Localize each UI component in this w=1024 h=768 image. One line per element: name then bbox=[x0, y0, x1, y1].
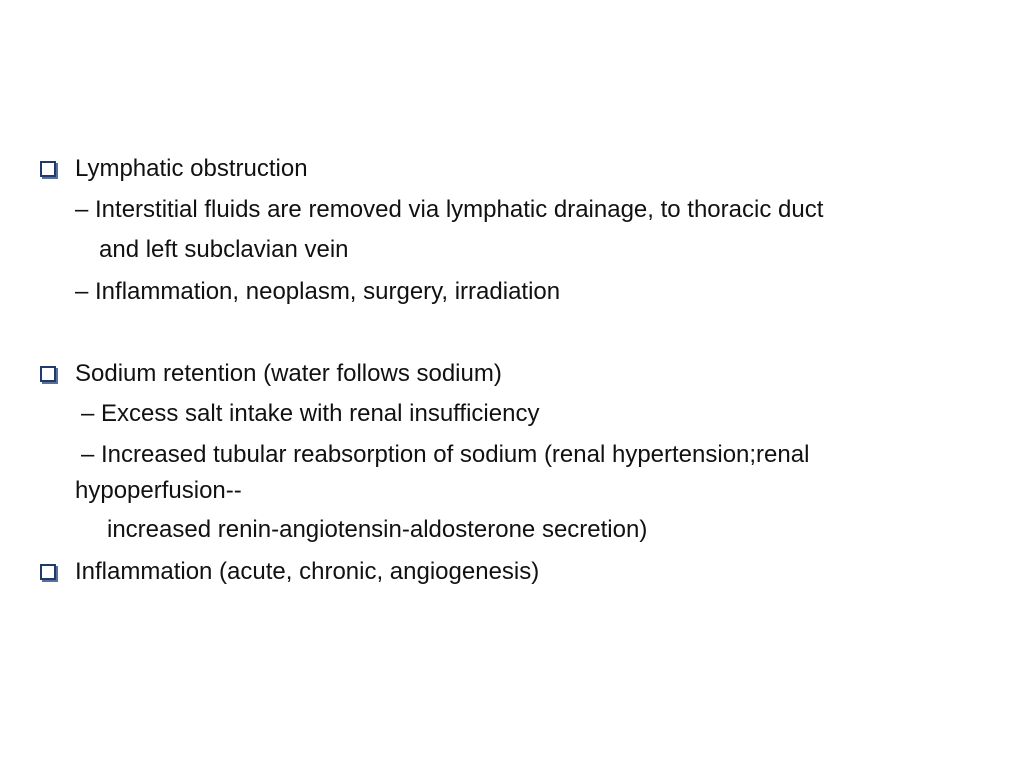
hollow-square-bullet-icon bbox=[40, 564, 56, 580]
bullet-heading-sodium-retention: Sodium retention (water follows sodium) bbox=[75, 360, 502, 387]
sub-line: – Excess salt intake with renal insufficiency bbox=[81, 400, 540, 427]
sub-line: – Increased tubular reabsorption of sodium (renal hypertension;renal bbox=[81, 441, 810, 468]
sub-line-continuation: hypoperfusion-- bbox=[75, 477, 242, 504]
sub-line: – Inflammation, neoplasm, surgery, irradiation bbox=[75, 278, 561, 305]
sub-line-continuation: and left subclavian vein bbox=[99, 236, 349, 263]
sub-line-continuation: increased renin-angiotensin-aldosterone secretion) bbox=[107, 516, 648, 543]
sub-line: – Interstitial fluids are removed via lymphatic drainage, to thoracic duct bbox=[75, 196, 824, 223]
hollow-square-bullet-icon bbox=[40, 366, 56, 382]
bullet-heading-lymphatic-obstruction: Lymphatic obstruction bbox=[75, 155, 308, 182]
hollow-square-bullet-icon bbox=[40, 161, 56, 177]
bullet-heading-inflammation: Inflammation (acute, chronic, angiogenesis) bbox=[75, 558, 540, 585]
